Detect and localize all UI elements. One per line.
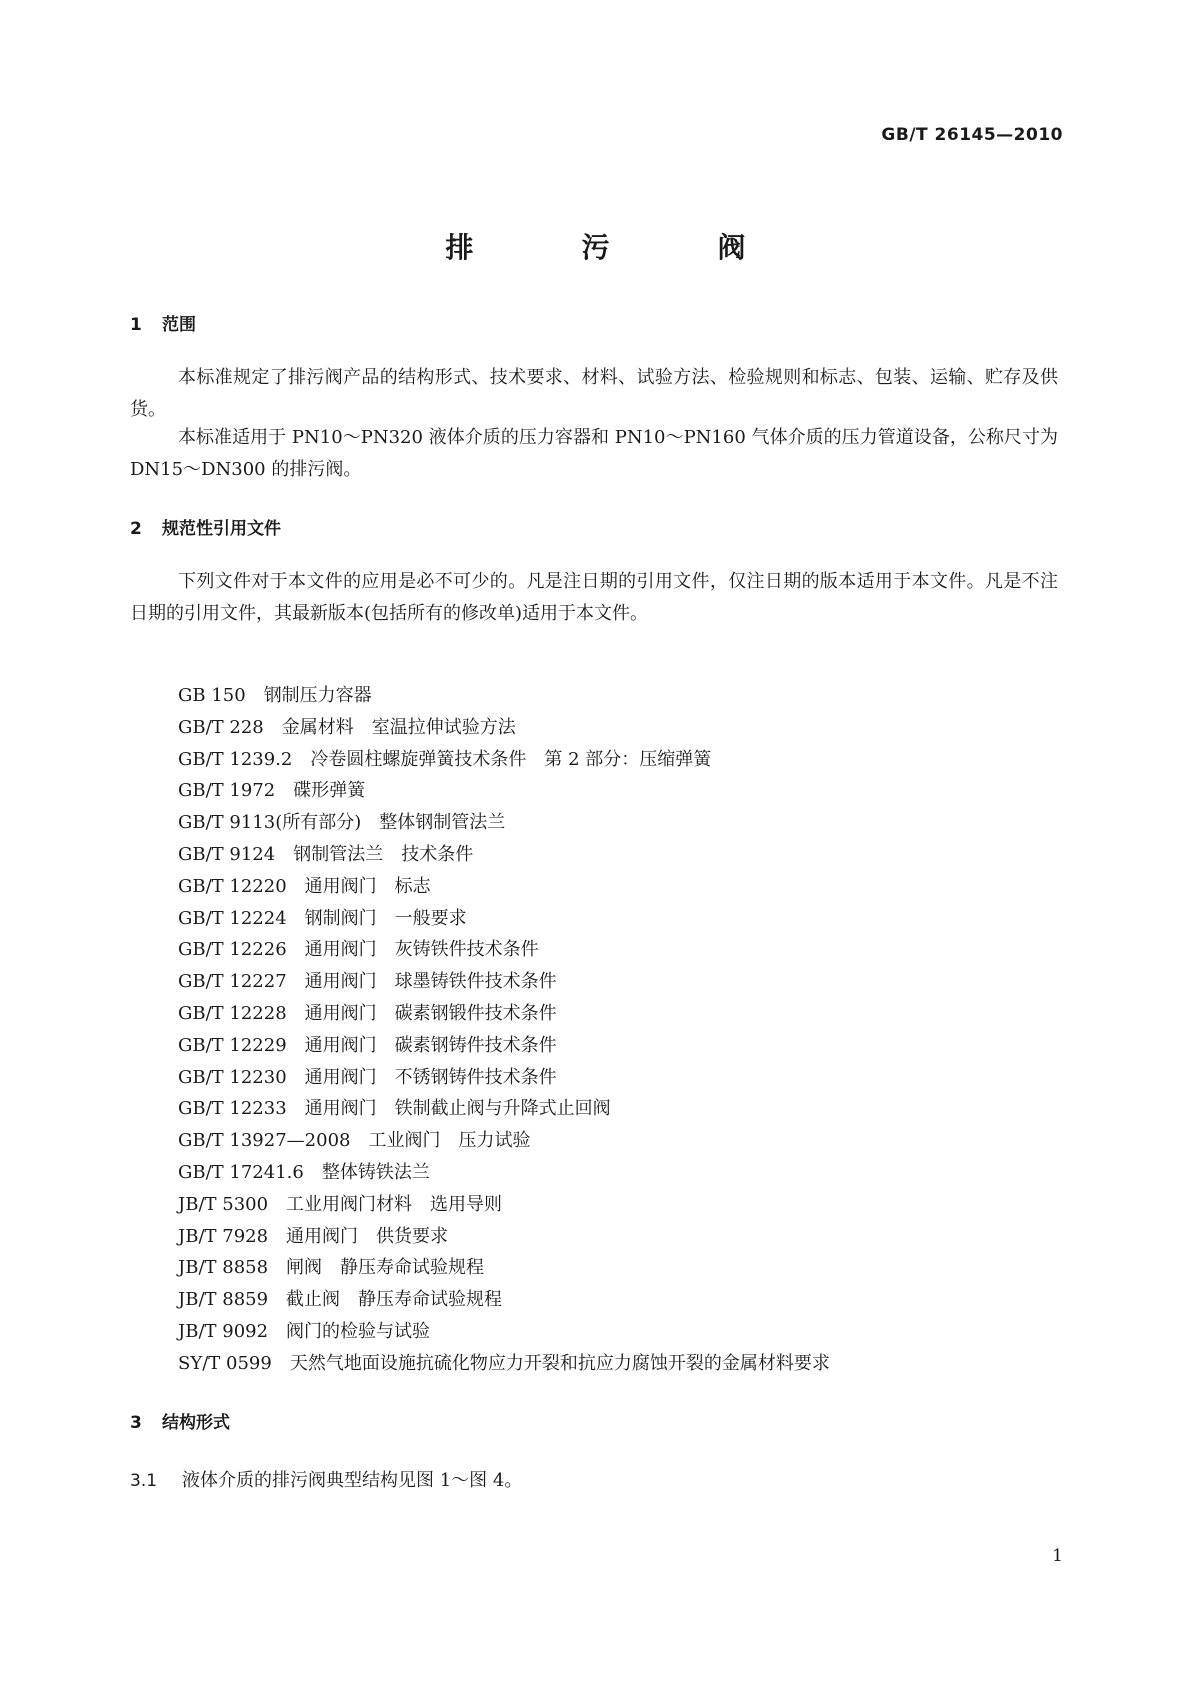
reference-item xyxy=(178,1348,830,1380)
reference-code: GB/T 12226 xyxy=(178,939,287,961)
reference-item xyxy=(178,712,830,744)
clause-number: 3.1 xyxy=(130,1471,158,1491)
reference-code: GB/T 12224 xyxy=(178,907,287,929)
reference-item xyxy=(178,998,830,1030)
reference-item xyxy=(178,1062,830,1094)
reference-title: 工业用阀门材料 选用导则 xyxy=(286,1193,503,1215)
section-heading-scope xyxy=(130,310,196,335)
reference-code: GB/T 9113(所有部分) xyxy=(178,812,362,834)
reference-list xyxy=(178,680,830,1380)
reference-item xyxy=(178,1093,830,1125)
reference-title: 天然气地面设施抗硫化物应力开裂和抗应力腐蚀开裂的金属材料要求 xyxy=(289,1352,830,1374)
reference-code: GB/T 9124 xyxy=(178,843,276,865)
reference-item xyxy=(178,775,830,807)
page-number: 1 xyxy=(1052,1546,1063,1566)
section-number: 3 xyxy=(130,1413,142,1433)
reference-item xyxy=(178,1221,830,1253)
section-number: 2 xyxy=(130,519,142,539)
references-intro-paragraph: 下列文件对于本文件的应用是必不可少的。凡是注日期的引用文件，仅注日期的版本适用于本文件。凡是不注日期的引用文件，其最新版本(包括所有的修改单)适用于本文件。 xyxy=(130,571,1058,624)
reference-item xyxy=(178,680,830,712)
reference-code: JB/T 9092 xyxy=(178,1320,269,1342)
reference-item xyxy=(178,1157,830,1189)
reference-code: GB/T 12233 xyxy=(178,1098,287,1120)
reference-title: 截止阀 静压寿命试验规程 xyxy=(286,1289,503,1311)
reference-item xyxy=(178,1030,830,1062)
reference-code: JB/T 8858 xyxy=(178,1257,269,1279)
reference-title: 通用阀门 铁制截止阀与升降式止回阀 xyxy=(304,1098,611,1120)
reference-item xyxy=(178,1316,830,1348)
document-title: 排 污 阀 xyxy=(445,231,786,264)
reference-title: 金属材料 室温拉伸试验方法 xyxy=(281,716,516,738)
reference-title: 整体钢制管法兰 xyxy=(379,812,506,834)
reference-item xyxy=(178,1189,830,1221)
reference-title: 通用阀门 供货要求 xyxy=(286,1225,449,1247)
reference-title: 通用阀门 碳素钢锻件技术条件 xyxy=(304,1002,557,1024)
reference-title: 通用阀门 标志 xyxy=(304,875,431,897)
reference-code: GB/T 12227 xyxy=(178,971,287,993)
reference-item xyxy=(178,903,830,935)
reference-title: 通用阀门 灰铸铁件技术条件 xyxy=(304,939,539,961)
reference-title: 钢制压力容器 xyxy=(263,685,372,706)
reference-item xyxy=(178,966,830,998)
reference-code: GB/T 1972 xyxy=(178,780,276,802)
reference-code: GB/T 17241.6 xyxy=(178,1161,304,1183)
section-number: 1 xyxy=(130,315,142,335)
section-title: 范围 xyxy=(162,315,196,335)
reference-code: GB 150 xyxy=(178,685,246,706)
reference-code: GB/T 12229 xyxy=(178,1034,287,1056)
reference-code: SY/T 0599 xyxy=(178,1352,272,1374)
reference-title: 冷卷圆柱螺旋弹簧技术条件 第 2 部分：压缩弹簧 xyxy=(310,748,712,770)
section-heading-normative-references xyxy=(130,514,281,539)
reference-title: 碟形弹簧 xyxy=(293,780,366,802)
reference-title: 钢制管法兰 技术条件 xyxy=(293,843,474,865)
section-title: 结构形式 xyxy=(162,1413,230,1433)
reference-item xyxy=(178,839,830,871)
reference-code: GB/T 12220 xyxy=(178,875,287,897)
reference-item xyxy=(178,1125,830,1157)
reference-code: JB/T 7928 xyxy=(178,1225,269,1247)
section-heading-structure xyxy=(130,1408,230,1433)
reference-title: 通用阀门 不锈钢铸件技术条件 xyxy=(304,1066,557,1088)
clause-text: 液体介质的排污阀典型结构见图 1～图 4。 xyxy=(182,1470,523,1491)
reference-title: 整体铸铁法兰 xyxy=(321,1161,430,1183)
reference-item xyxy=(178,871,830,903)
reference-code: GB/T 12230 xyxy=(178,1066,287,1088)
reference-title: 闸阀 静压寿命试验规程 xyxy=(286,1257,485,1279)
reference-item xyxy=(178,1252,830,1284)
reference-code: GB/T 228 xyxy=(178,716,264,738)
scope-paragraph-2: 本标准适用于 PN10～PN320 液体介质的压力容器和 PN10～PN160 气体介质的压力管道设备，公称尺寸为 DN15～DN300 的排污阀。 xyxy=(130,427,1058,480)
reference-code: JB/T 8859 xyxy=(178,1289,269,1311)
reference-title: 阀门的检验与试验 xyxy=(286,1320,431,1342)
reference-code: GB/T 12228 xyxy=(178,1002,287,1024)
scope-paragraph-1: 本标准规定了排污阀产品的结构形式、技术要求、材料、试验方法、检验规则和标志、包装、运输、贮存及供货。 xyxy=(130,367,1058,420)
reference-title: 通用阀门 球墨铸铁件技术条件 xyxy=(304,971,557,993)
reference-code: GB/T 1239.2 xyxy=(178,748,293,770)
reference-code: JB/T 5300 xyxy=(178,1193,269,1215)
section-title: 规范性引用文件 xyxy=(162,519,281,539)
reference-code: GB/T 13927—2008 xyxy=(178,1130,351,1152)
reference-item xyxy=(178,934,830,966)
reference-item xyxy=(178,744,830,776)
reference-title: 工业阀门 压力试验 xyxy=(368,1130,531,1152)
reference-title: 钢制阀门 一般要求 xyxy=(304,907,467,929)
reference-item xyxy=(178,807,830,839)
reference-title: 通用阀门 碳素钢铸件技术条件 xyxy=(304,1034,557,1056)
standard-code: GB/T 26145—2010 xyxy=(881,125,1063,145)
clause-3-1 xyxy=(130,1466,522,1492)
reference-item xyxy=(178,1284,830,1316)
